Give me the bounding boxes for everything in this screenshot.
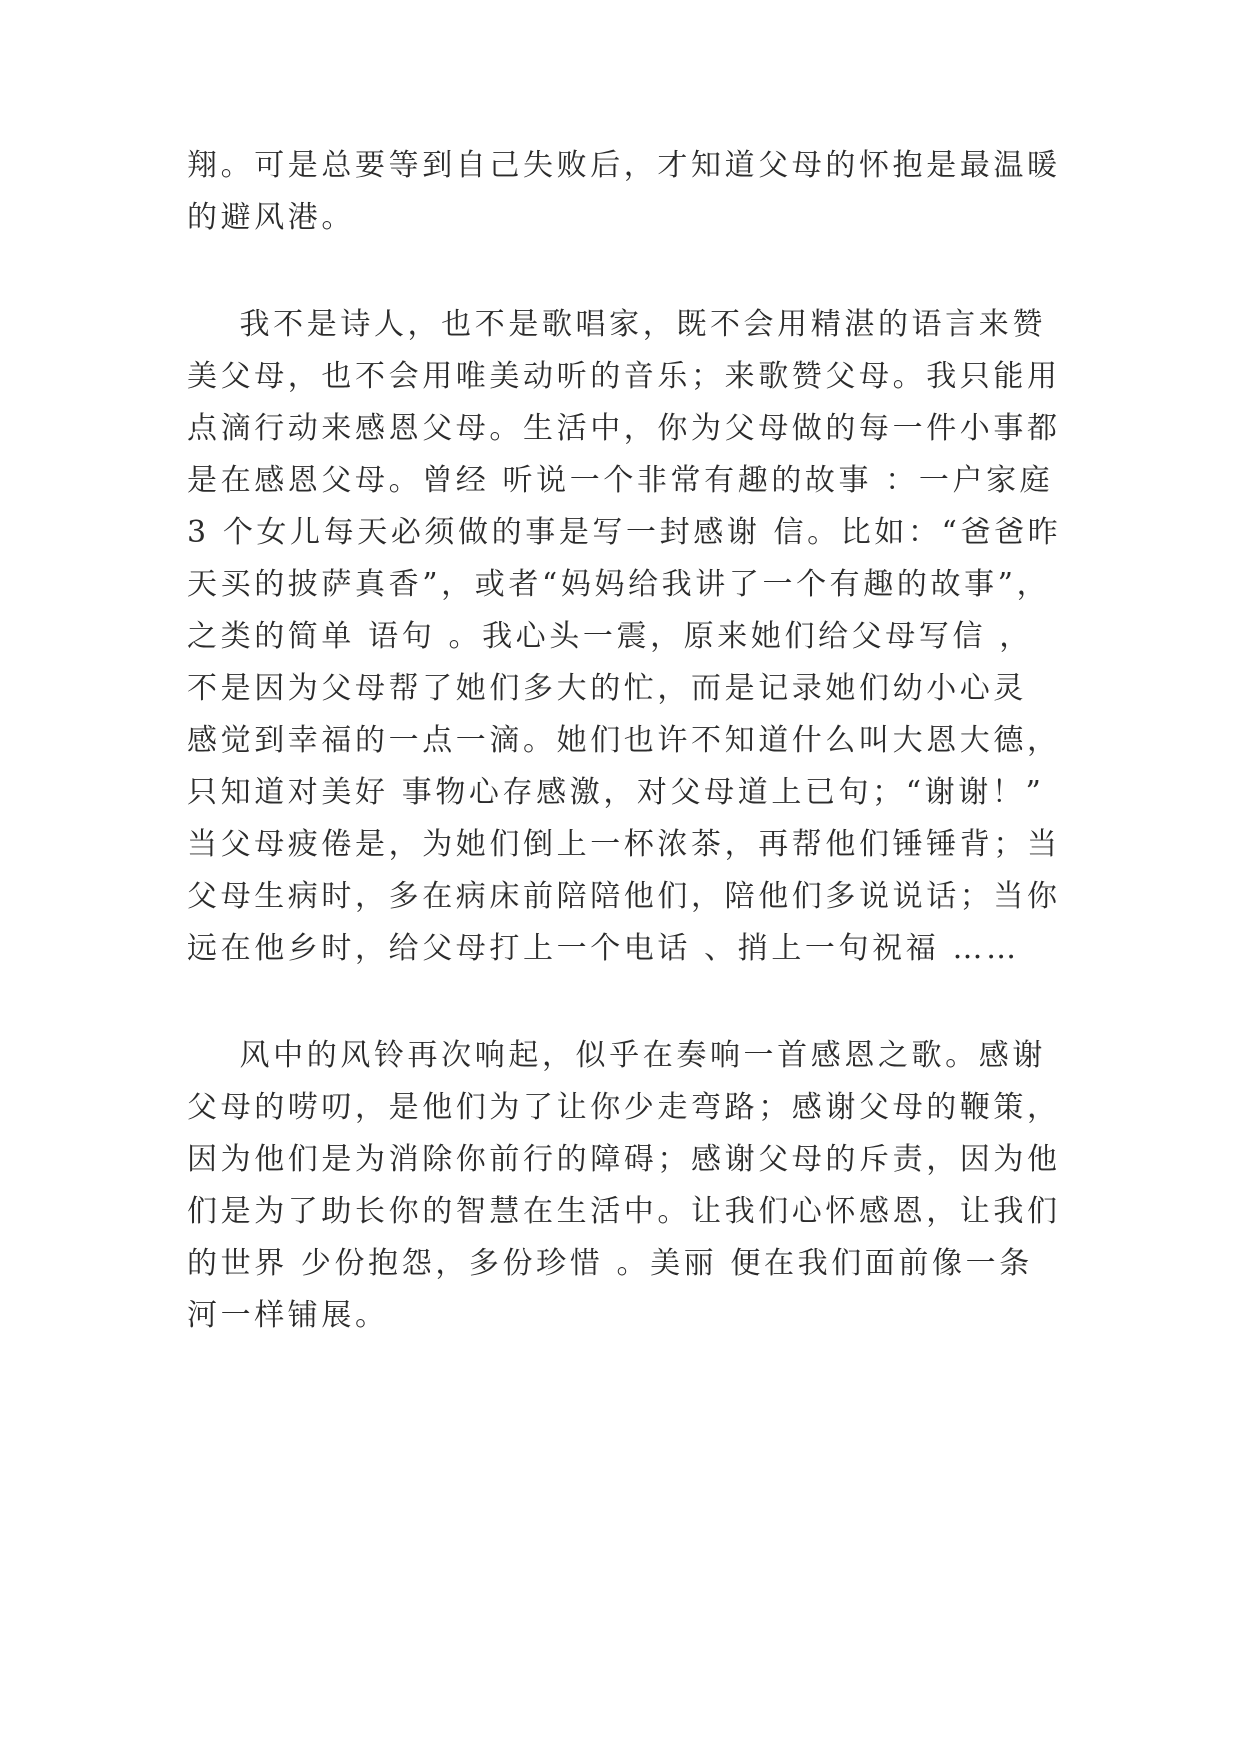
text-line: 父母的唠叨，是他们为了让你少走弯路；感谢父母的鞭策， <box>187 1090 1061 1125</box>
text-line: 远在他乡时，给父母打上一个电话 、捎上一句祝福 …… <box>187 931 1020 966</box>
text-line: 父母生病时，多在病床前陪陪他们，陪他们多说说话；当你 <box>187 879 1061 914</box>
text-line: 不是因为父母帮了她们多大的忙，而是记录她们幼小心灵 <box>187 671 1027 706</box>
text-line: 只知道对美好 事物心存感激，对父母道上已句；“谢谢！” <box>187 775 1045 810</box>
text-line: 是在感恩父母。曾经 听说一个非常有趣的故事 ：一户家庭 <box>187 463 1054 498</box>
text-line: 的避风港。 <box>187 200 355 235</box>
text-line: 3 个女儿每天必须做的事是写一封感谢 信。比如：“爸爸昨 <box>187 515 1062 550</box>
text-line: 美父母，也不会用唯美动听的音乐；来歌赞父母。我只能用 <box>187 359 1061 394</box>
text-line: 翔。可是总要等到自己失败后，才知道父母的怀抱是最温暖 <box>187 148 1061 183</box>
text-line: 河一样铺展。 <box>187 1298 389 1333</box>
text-line: 风中的风铃再次响起，似乎在奏响一首感恩之歌。感谢 <box>187 1038 1046 1073</box>
text-line: 当父母疲倦是，为她们倒上一杯浓茶，再帮他们锤锤背；当 <box>187 827 1061 862</box>
text-line: 点滴行动来感恩父母。生活中，你为父母做的每一件小事都 <box>187 411 1061 446</box>
text-line: 的世界 少份抱怨，多份珍惜 。美丽 便在我们面前像一条 <box>187 1246 1033 1281</box>
text-line: 天买的披萨真香”，或者“妈妈给我讲了一个有趣的故事”， <box>187 567 1051 602</box>
text-line: 因为他们是为消除你前行的障碍；感谢父母的斥责，因为他 <box>187 1142 1061 1177</box>
text-line: 我不是诗人，也不是歌唱家，既不会用精湛的语言来赞 <box>187 307 1046 342</box>
text-line: 感觉到幸福的一点一滴。她们也许不知道什么叫大恩大德， <box>187 723 1061 758</box>
text-line: 们是为了助长你的智慧在生活中。让我们心怀感恩，让我们 <box>187 1194 1061 1229</box>
text-line: 之类的简单 语句 。我心头一震，原来她们给父母写信 ， <box>187 619 1033 654</box>
